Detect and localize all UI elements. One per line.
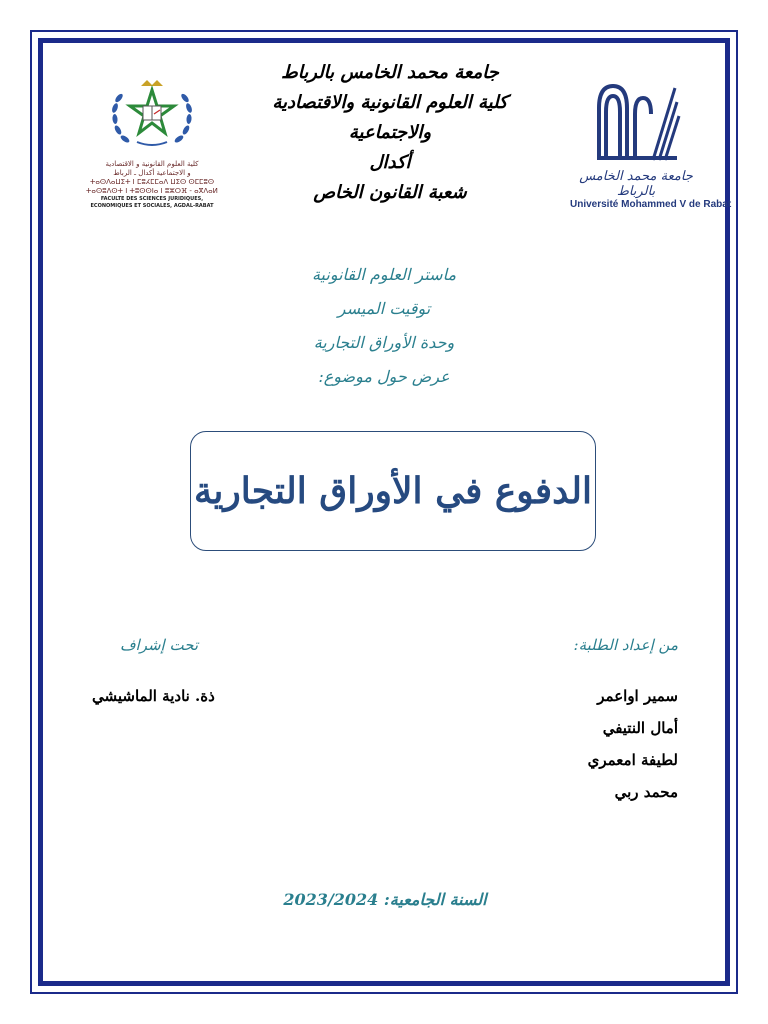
supervisor-label: تحت إشراف	[120, 636, 199, 654]
faculty-caption-fr-2: ECONOMIQUES ET SOCIALES, AGDAL-RABAT	[90, 203, 214, 209]
program-info	[284, 258, 484, 394]
faculty-caption-tifinagh-2: ⵜⴰⵙⵓⴷⵙⵜ ⵏ ⵜⵓⵙⵙⵏⴰ ⵏ ⵓⵣⵔⴼ - ⴰⴳⴷⴰⵍ	[86, 187, 218, 195]
university-arches-icon	[591, 78, 681, 163]
student-name: سمير اواعمر	[597, 687, 678, 705]
academic-year: السنة الجامعية: 2023/2024	[283, 890, 487, 909]
university-logo	[570, 78, 732, 210]
institution-header	[270, 58, 510, 208]
header-department: شعبة القانون الخاص	[313, 182, 467, 203]
header-university: جامعة محمد الخامس بالرباط	[281, 62, 499, 83]
header-faculty-cont: والاجتماعية	[348, 122, 432, 143]
program-schedule: توقيت الميسر	[337, 299, 431, 318]
student-name: محمد ربي	[614, 783, 678, 801]
header-campus: أكدال	[369, 152, 411, 173]
faculty-caption-tifinagh-1: ⵜⴰⵙⴷⴰⵡⵉⵜ ⵏ ⵎⵓⵃⵎⵎⴰⴷ ⵡⵉⵙ ⵙⵎⵎⵓⵙ	[89, 178, 215, 186]
faculty-logo	[84, 76, 220, 226]
students-list	[588, 680, 678, 808]
header-faculty: كلية العلوم القانونية والاقتصادية	[272, 92, 508, 113]
faculty-caption-ar-1: كلية العلوم القانونية و الاقتصادية	[105, 160, 199, 168]
student-name: أمال النتيفي	[602, 719, 678, 737]
program-master: ماستر العلوم القانونية	[311, 265, 457, 284]
supervisor-name: ذة. نادية الماشيشي	[92, 687, 215, 705]
faculty-emblem-icon	[97, 76, 207, 156]
document-title: الدفوع في الأوراق التجارية	[194, 470, 592, 512]
student-name: لطيفة امعمري	[587, 751, 678, 769]
faculty-caption-ar-2: و الاجتماعية أكدال ـ الرباط	[113, 169, 191, 177]
university-name-ar: جامعة محمد الخامس بالرباط	[579, 169, 693, 199]
faculty-caption-fr-1: FACULTE DES SCIENCES JURIDIQUES,	[100, 196, 204, 202]
students-label: من إعداد الطلبة:	[573, 636, 678, 654]
university-name-fr: Université Mohammed V de Rabat	[570, 199, 732, 210]
title-box	[190, 431, 596, 551]
program-module: وحدة الأوراق التجارية	[313, 333, 455, 352]
program-subject-intro: عرض حول موضوع:	[318, 367, 450, 386]
